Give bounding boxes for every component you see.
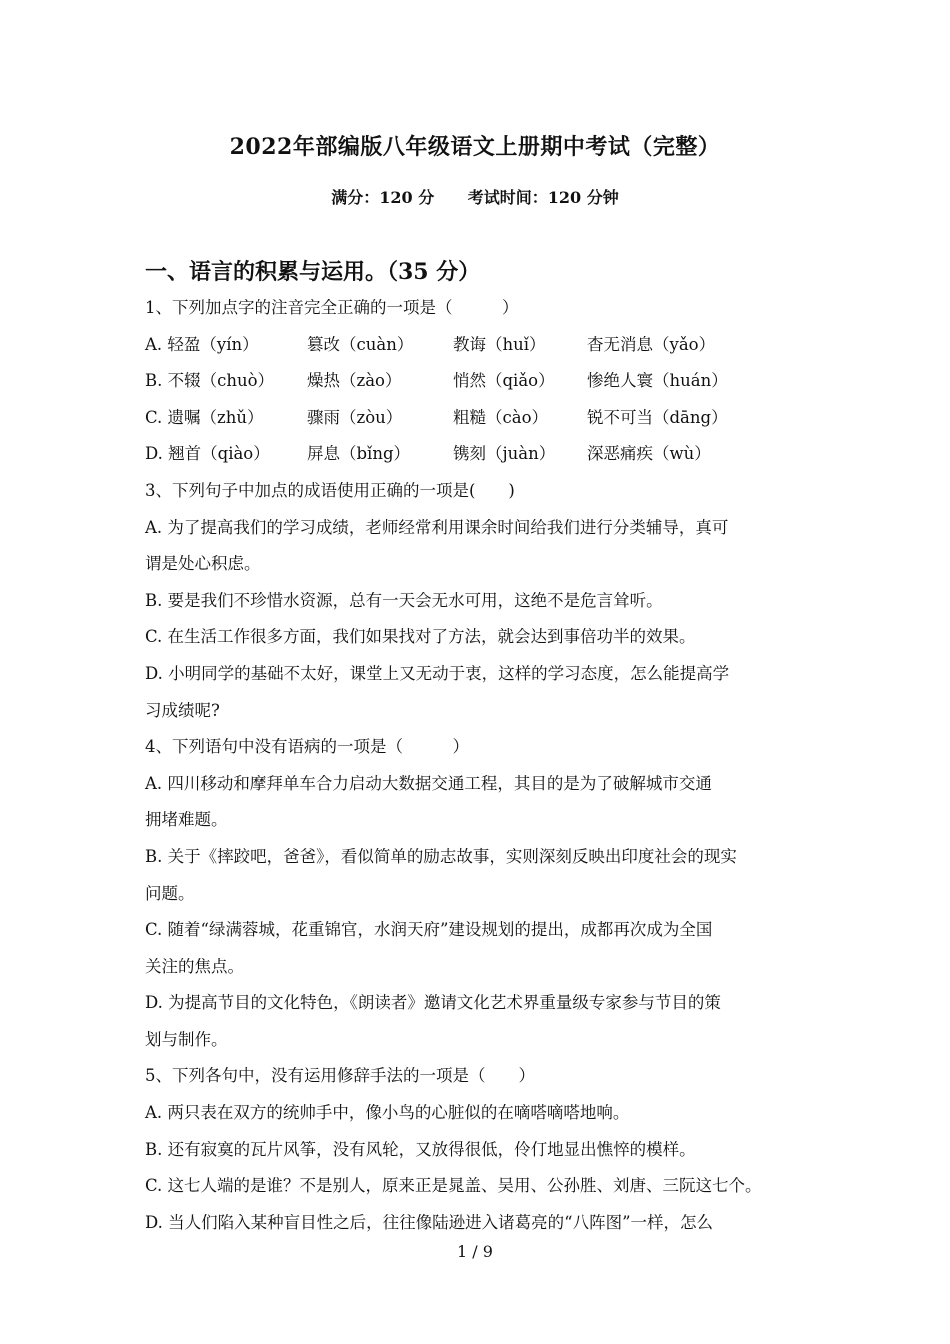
- q3-option-a-line1: A. 为了提高我们的学习成绩，老师经常利用课余时间给我们进行分类辅导，真可: [145, 517, 729, 537]
- q1-a-1: A. 轻盈（yín）: [145, 334, 259, 354]
- question-body: [145, 290, 810, 1241]
- page-title: 2022年部编版八年级语文上册期中考试（完整）: [229, 134, 721, 160]
- q1-row-a: [145, 327, 810, 364]
- section-heading: 一、语言的积累与运用。（35 分）: [145, 259, 481, 285]
- q5-option-c: C. 这七人端的是谁？不是别人，原来正是晁盖、吴用、公孙胜、刘唐、三阮这七个。: [145, 1176, 762, 1196]
- q1-d-2: 屏息（bǐng）: [307, 444, 411, 464]
- q1-row-c: [145, 400, 810, 437]
- q3-option-d-line1: D. 小明同学的基础不太好，课堂上又无动于衷，这样的学习态度，怎么能提高学: [145, 663, 730, 683]
- q4-option-d-line1: D. 为提高节目的文化特色，《朗读者》邀请文化艺术界重量级专家参与节目的策: [145, 993, 721, 1013]
- q1-row-b: [145, 363, 810, 400]
- q3-stem: 3、下列句子中加点的成语使用正确的一项是( ): [145, 480, 515, 500]
- q1-b-1: B. 不辍（chuò）: [145, 371, 275, 391]
- q1-d-3: 镌刻（juàn）: [453, 444, 556, 464]
- q1-a-4: 杳无消息（yǎo）: [587, 334, 716, 354]
- page-number: 1 / 9: [457, 1242, 493, 1261]
- q5-stem: 5、下列各句中，没有运用修辞手法的一项是（ ）: [145, 1066, 535, 1086]
- q1-c-2: 骤雨（zòu）: [307, 407, 403, 427]
- q4-option-b-line2: 问题。: [145, 883, 195, 903]
- q5-option-b: B. 还有寂寞的瓦片风筝，没有风轮，又放得很低，伶仃地显出憔悴的模样。: [145, 1139, 696, 1159]
- q1-d-4: 深恶痛疾（wù）: [587, 444, 711, 464]
- q1-b-3: 悄然（qiǎo）: [453, 371, 555, 391]
- q5-option-d: D. 当人们陷入某种盲目性之后，往往像陆逊进入诸葛亮的“八阵图”一样，怎么: [145, 1212, 714, 1232]
- q4-option-a-line1: A. 四川移动和摩拜单车合力启动大数据交通工程，其目的是为了破解城市交通: [145, 773, 712, 793]
- q1-d-1: D. 翘首（qiào）: [145, 444, 270, 464]
- q1-b-2: 燥热（zào）: [307, 371, 402, 391]
- q1-stem: 1、下列加点字的注音完全正确的一项是（ ）: [145, 298, 519, 317]
- q4-option-a-line2: 拥堵难题。: [145, 810, 228, 830]
- q1-c-1: C. 遗嘱（zhǔ）: [145, 407, 264, 427]
- exam-meta: [0, 185, 950, 208]
- exam-time: 考试时间：120 分钟: [467, 188, 619, 207]
- q3-option-c: C. 在生活工作很多方面，我们如果找对了方法，就会达到事倍功半的效果。: [145, 627, 696, 647]
- q4-option-b-line1: B. 关于《摔跤吧，爸爸》，看似简单的励志故事，实则深刻反映出印度社会的现实: [145, 846, 737, 866]
- q3-option-b: B. 要是我们不珍惜水资源，总有一天会无水可用，这绝不是危言耸听。: [145, 590, 663, 610]
- q4-option-c-line2: 关注的焦点。: [145, 956, 244, 976]
- full-score: 满分：120 分: [331, 188, 435, 207]
- q4-option-c-line1: C. 随着“绿满蓉城，花重锦官，水润天府”建设规划的提出，成都再次成为全国: [145, 920, 713, 940]
- q3-option-a-line2: 谓是处心积虑。: [145, 554, 261, 574]
- q1-a-3: 教诲（huǐ）: [453, 334, 546, 354]
- q5-option-a: A. 两只表在双方的统帅手中，像小鸟的心脏似的在嘀嗒嘀嗒地响。: [145, 1103, 630, 1123]
- q3-option-d-line2: 习成绩呢?: [145, 700, 220, 720]
- q4-stem: 4、下列语句中没有语病的一项是（ ）: [145, 737, 469, 757]
- q1-a-2: 篡改（cuàn）: [307, 334, 414, 354]
- q1-row-d: [145, 436, 810, 473]
- q1-c-3: 粗糙（cào）: [453, 407, 549, 427]
- q4-option-d-line2: 划与制作。: [145, 1029, 228, 1049]
- q1-c-4: 锐不可当（dāng）: [587, 407, 728, 427]
- q1-b-4: 惨绝人寰（huán）: [587, 371, 728, 391]
